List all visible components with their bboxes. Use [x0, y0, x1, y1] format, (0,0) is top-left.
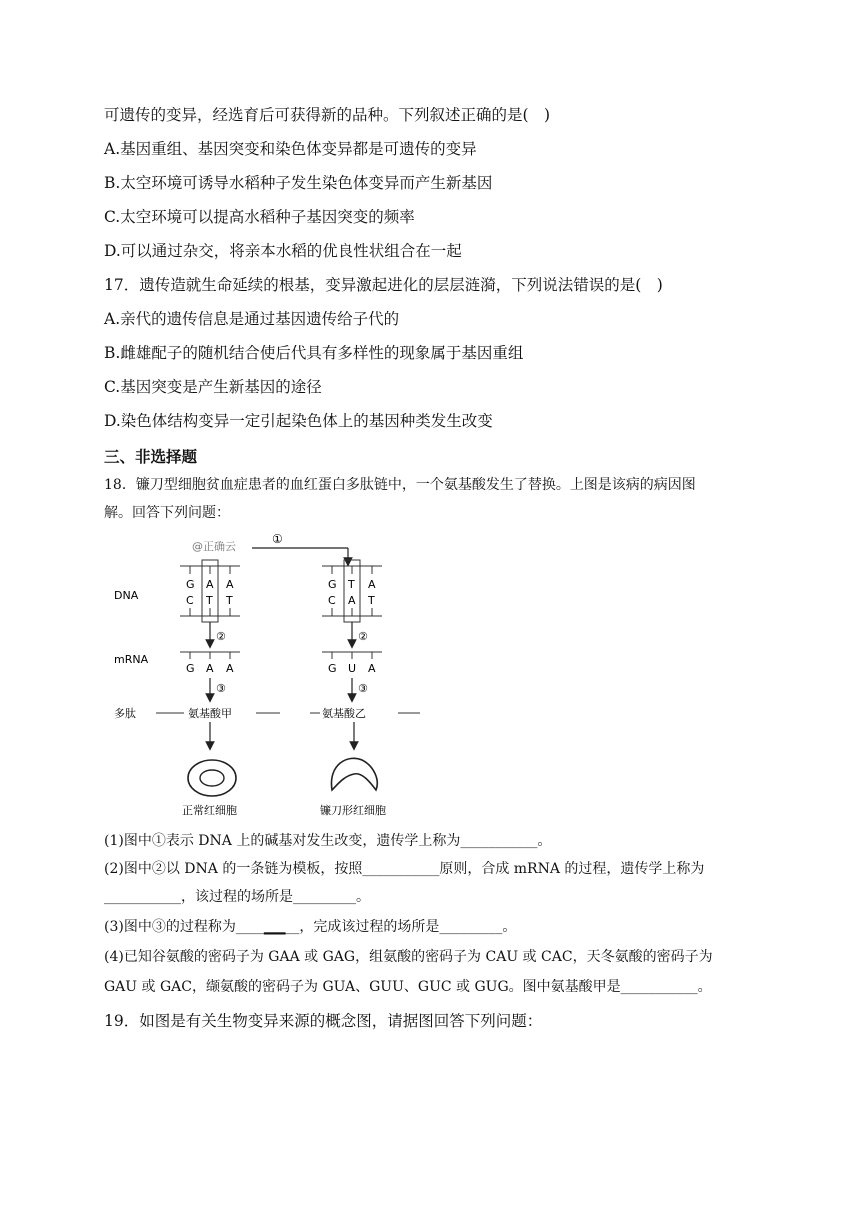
q17-option-d: D.染色体结构变异一定引起染色体上的基因种类发生改变 [104, 412, 493, 430]
q16-tail: 可遗传的变异，经选育后可获得新的品种。下列叙述正确的是( ) [104, 106, 551, 124]
q16-option-a: A.基因重组、基因突变和染色体变异都是可遗传的变异 [104, 140, 477, 158]
q17-stem: 17．遗传造就生命延续的根基，变异激起进化的层层涟漪，下列说法错误的是( ) [104, 276, 663, 294]
left-mrna-1: G [186, 662, 195, 675]
q18-stem-line1: 18．镰刀型细胞贫血症患者的血红蛋白多肽链中，一个氨基酸发生了替换。上图是该病的病因图 [104, 477, 696, 493]
left-dna-bottom-1: C [186, 594, 194, 607]
q16-option-d: D.可以通过杂交，将亲本水稻的优良性状组合在一起 [104, 242, 462, 260]
right-step2-label: ② [358, 630, 368, 643]
q18-stem-line2: 解。回答下列问题： [104, 505, 230, 521]
q16-option-b: B.太空环境可诱导水稻种子发生染色体变异而产生新基因 [104, 174, 493, 192]
left-dna-top-3: A [226, 578, 234, 591]
right-mrna-1: G [328, 662, 337, 675]
q17-option-a: A.亲代的遗传信息是通过基因遗传给子代的 [104, 310, 400, 328]
left-dna-top-1: G [186, 578, 195, 591]
row-label-dna: DNA [114, 589, 139, 602]
q17-option-c: C.基因突变是产生新基因的途径 [104, 378, 322, 396]
right-mrna-3: A [368, 662, 376, 675]
left-amino-acid: 氨基酸甲 [188, 707, 232, 720]
sickle-red-cell-icon [331, 758, 377, 790]
right-mrna [322, 652, 382, 675]
left-dna [180, 560, 240, 622]
q17-option-b: B.雌雄配子的随机结合使后代具有多样性的现象属于基因重组 [104, 344, 524, 362]
right-step3-label: ③ [358, 682, 368, 695]
q18-sub-2-cont: ___________，该过程的场所是_________。 [104, 889, 370, 905]
right-dna-top-1: G [328, 578, 337, 591]
left-mrna-2: A [206, 662, 214, 675]
left-mrna-3: A [226, 662, 234, 675]
q18-sub-4-cont: GAU 或 GAC，缬氨酸的密码子为 GUA、GUU、GUC 或 GUG。图中氨基酸甲是___________。 [104, 979, 712, 995]
left-mrna [180, 652, 240, 675]
watermark-text: @正确云 [192, 540, 236, 553]
q16-option-c: C.太空环境可以提高水稻种子基因突变的频率 [104, 208, 415, 226]
left-step3-label: ③ [216, 682, 226, 695]
right-dna-bottom-1: C [328, 594, 336, 607]
right-dna-bottom-2: A [348, 594, 356, 607]
row-label-peptide: 多肽 [114, 707, 136, 720]
right-dna-top-2: T [348, 578, 355, 591]
sickle-cell-diagram [104, 528, 434, 828]
q18-sub-3: (3)图中③的过程称为____▁▁__，完成该过程的场所是_________。 [104, 919, 517, 935]
q19-stem: 19．如图是有关生物变异来源的概念图，请据图回答下列问题： [104, 1012, 543, 1030]
right-mrna-2: U [348, 662, 357, 675]
left-dna-bottom-2: T [206, 594, 213, 607]
right-dna-top-3: A [368, 578, 376, 591]
q18-sub-2: (2)图中②以 DNA 的一条链为模板，按照___________原则，合成 mRNA 的过程，遗传学上称为 [104, 861, 705, 877]
normal-red-cell-icon [188, 760, 236, 796]
right-cell-label: 镰刀形红细胞 [320, 804, 386, 817]
right-amino-acid: 氨基酸乙 [322, 707, 366, 720]
right-dna-bottom-3: T [368, 594, 375, 607]
left-step2-label: ② [216, 630, 226, 643]
q18-sub-4: (4)已知谷氨酸的密码子为 GAA 或 GAG，组氨酸的密码子为 CAU 或 CAC，天冬氨酸的密码子为 [104, 949, 713, 965]
left-cell-label: 正常红细胞 [182, 804, 237, 817]
row-label-mrna: mRNA [114, 653, 149, 666]
right-dna [322, 560, 382, 622]
step1-label: ① [272, 532, 283, 546]
left-dna-bottom-3: T [226, 594, 233, 607]
q18-sub-1: (1)图中①表示 DNA 上的碱基对发生改变，遗传学上称为___________。 [104, 833, 552, 849]
section-heading: 三、非选择题 [104, 448, 198, 466]
left-dna-top-2: A [206, 578, 214, 591]
